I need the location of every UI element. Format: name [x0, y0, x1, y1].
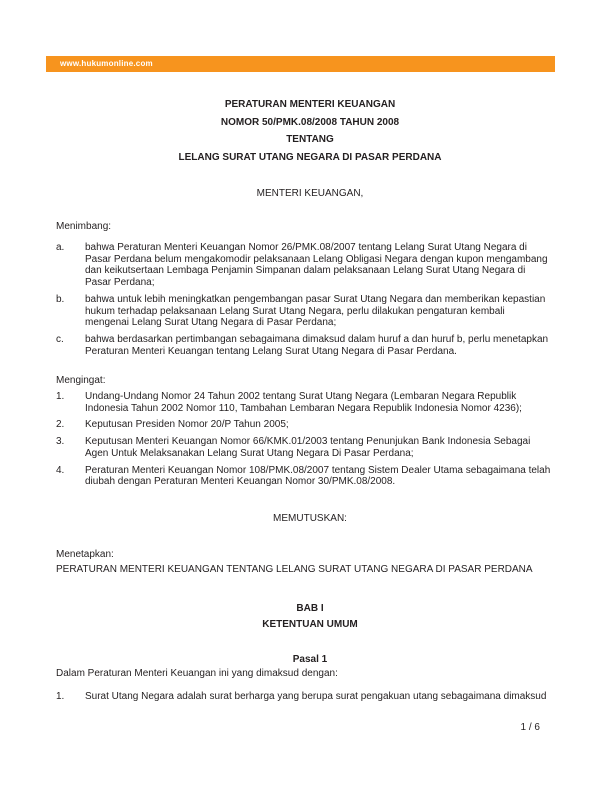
list-item	[56, 391, 564, 414]
article-intro: Dalam Peraturan Menteri Keuangan ini yang dimaksud dengan:	[56, 668, 338, 679]
list-item-text: Keputusan Presiden Nomor 20/P Tahun 2005;	[85, 419, 289, 431]
recalling-list	[56, 391, 564, 493]
title-line-regulation: PERATURAN MENTERI KEUANGAN	[224, 99, 396, 110]
list-item-text: Keputusan Menteri Keuangan Nomor 66/KMK.01/2003 tentang Penunjukan Bank Indonesia Sebagai Agen Untuk Melaksanakan Lelang Surat Utang Negara Di Pasar Perdana;	[85, 436, 531, 459]
title-line-tentang: TENTANG	[286, 134, 334, 145]
document-title	[56, 96, 564, 166]
list-item-text: Peraturan Menteri Keuangan Nomor 108/PMK.08/2007 tentang Sistem Dealer Utama sebagaimana telah diubah dengan Peraturan Menteri Keuangan Nomor 30/PMK.08/2008.	[85, 464, 551, 488]
enacting-label: Menetapkan:	[56, 549, 114, 560]
list-item	[56, 242, 564, 289]
list-item-label: 2.	[56, 419, 65, 431]
page-number: 1 / 6	[520, 722, 540, 733]
list-item-label: 4.	[56, 464, 65, 476]
list-item	[56, 465, 564, 488]
site-header-bar	[46, 56, 555, 72]
list-item-text: Undang-Undang Nomor 24 Tahun 2002 tentang Surat Utang Negara (Lembaran Negara Republik Indonesia Tahun 2002 Nomor 110, Tambahan Lembaran Negara Republik Indonesia Nomor 4236);	[85, 391, 522, 414]
chapter-number: BAB I	[296, 603, 324, 614]
chapter-heading	[56, 601, 564, 632]
title-line-subject: LELANG SURAT UTANG NEGARA DI PASAR PERDANA	[178, 151, 442, 163]
list-item	[56, 691, 564, 703]
list-item	[56, 334, 564, 357]
considering-list	[56, 242, 564, 362]
list-item-label: a.	[56, 242, 65, 253]
list-item-label: 1.	[56, 691, 65, 702]
article-heading: Pasal 1	[292, 654, 328, 665]
enacting-text: PERATURAN MENTERI KEUANGAN TENTANG LELANG SURAT UTANG NEGARA DI PASAR PERDANA	[56, 564, 533, 575]
list-item	[56, 294, 564, 329]
list-item	[56, 419, 564, 431]
recalling-label: Mengingat:	[56, 375, 106, 386]
list-item-text: bahwa untuk lebih meningkatkan pengembangan pasar Surat Utang Negara dan memberikan kepastian hukum terhadap pelaksanaan Lelang Surat Utang Negara, perlu dilakukan pengaturan kembali mengenai Lelang Surat Utang Negara di Pasar Perdana;	[85, 293, 546, 329]
considering-label: Menimbang:	[56, 221, 112, 232]
list-item-label: c.	[56, 333, 64, 345]
decision-heading: MEMUTUSKAN:	[273, 513, 347, 524]
list-item-label: 3.	[56, 436, 65, 448]
list-item-text: bahwa Peraturan Menteri Keuangan Nomor 26/PMK.08/2007 tentang Lelang Surat Utang Negara di Pasar Perdana belum mengakomodir pelaksanaan Lelang Obligasi Negara dengan kupon mengambang dan keikutsertaan Lembaga Penjamin Simpanan dalam pelaksanaan Lelang Surat Utang Negara di Pasar Perdana;	[85, 242, 548, 289]
issuer-line: MENTERI KEUANGAN,	[256, 188, 364, 199]
list-item-label: 1.	[56, 391, 65, 402]
list-item-label: b.	[56, 293, 65, 305]
list-item-text: bahwa berdasarkan pertimbangan sebagaimana dimaksud dalam huruf a dan huruf b, perlu menetapkan Peraturan Menteri Keuangan tentang Lelang Surat Utang Negara di Pasar Perdana.	[85, 333, 549, 357]
list-item	[56, 436, 564, 459]
site-url: www.hukumonline.com	[60, 59, 153, 68]
title-line-number: NOMOR 50/PMK.08/2008 TAHUN 2008	[220, 116, 400, 128]
chapter-title: KETENTUAN UMUM	[262, 618, 358, 630]
list-item-text: Surat Utang Negara adalah surat berharga yang berupa surat pengakuan utang sebagaimana dimaksud	[85, 691, 547, 702]
article-definition-list	[56, 691, 564, 708]
